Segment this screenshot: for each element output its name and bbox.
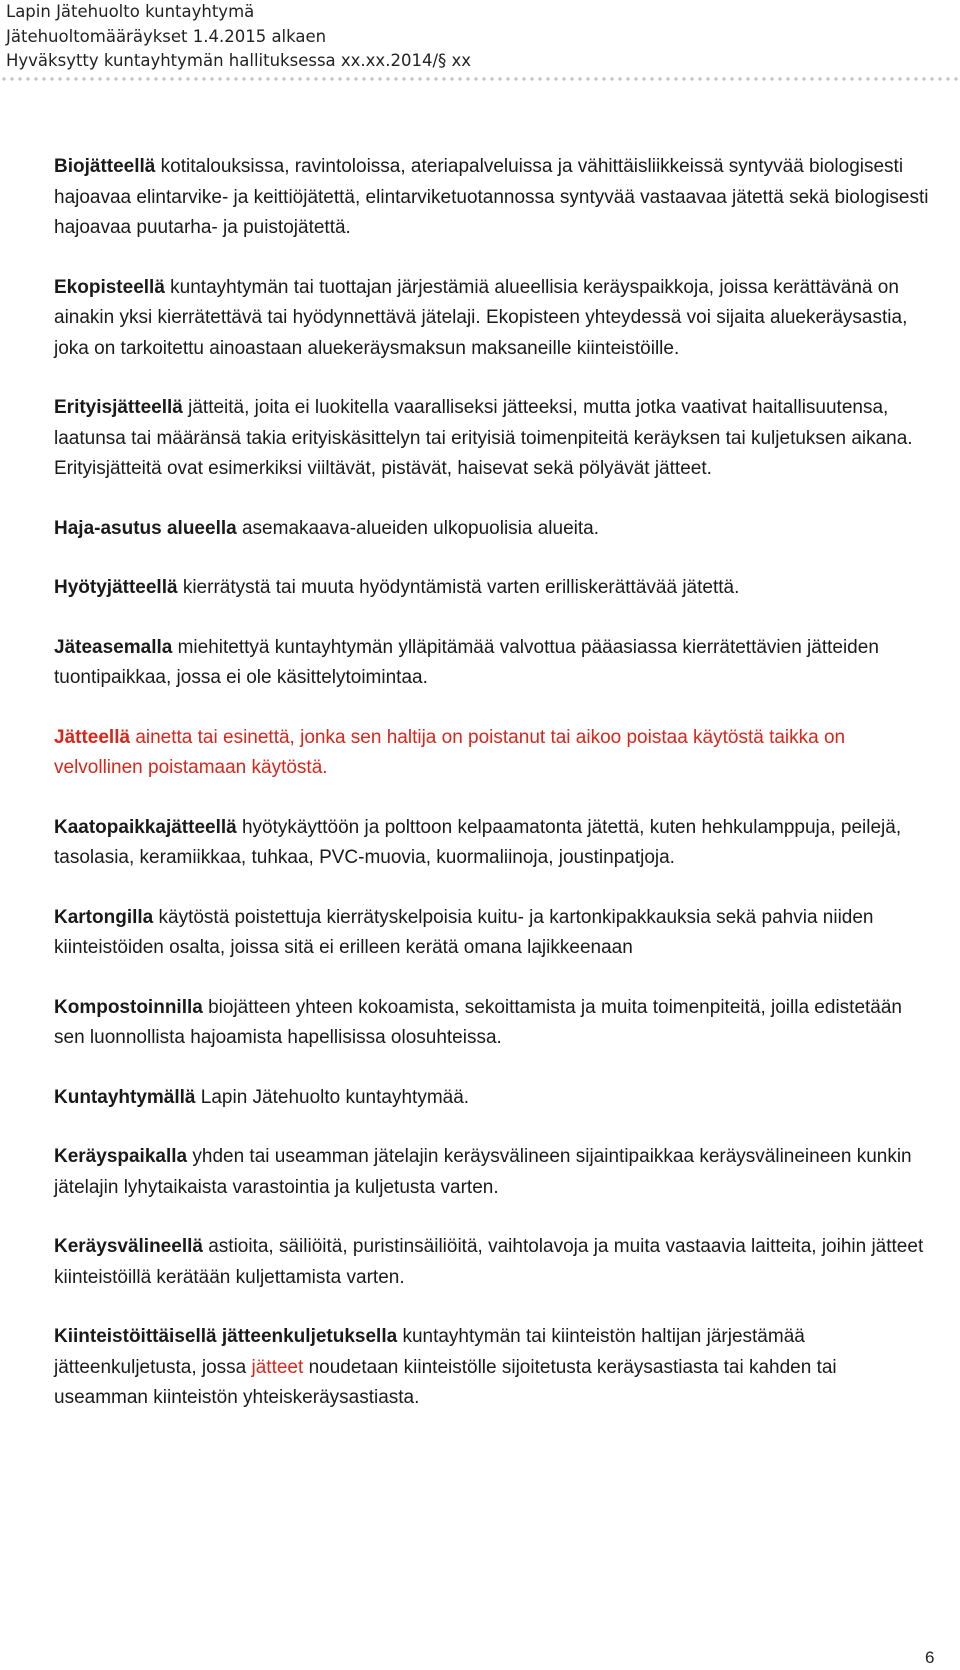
definition-hyotyjate <box>54 573 934 604</box>
definition-haja-asutus <box>54 514 934 545</box>
definition-jate <box>54 723 934 784</box>
header-approval-note: Hyväksytty kuntayhtymän hallituksessa xx.xx.2014/§ xx <box>6 51 472 70</box>
definition-text: jätteitä, joita ei luokitella vaaralliseksi jätteeksi, mutta jotka vaativat haitallisuutensa, laatunsa tai määränsä takia erityiskäsittelyn tai erityisiä toimenpiteitä keräyksen tai kuljetuksen aikana. Erityisjätteitä ovat esimerkiksi viiltävät, pistävät, haisevat sekä pölyävät jätteet. <box>54 397 913 479</box>
definition-term: Kaatopaikkajätteellä <box>54 816 237 838</box>
definition-kompostointi <box>54 993 934 1054</box>
definition-kartonki <box>54 903 934 964</box>
definition-kaatopaikkajate <box>54 813 934 874</box>
definition-highlight: jätteet <box>251 1356 304 1378</box>
definition-term: Kompostoinnilla <box>54 996 203 1018</box>
definitions-list <box>54 152 934 1443</box>
definition-kiinteistoittainen-kuljetus <box>54 1322 934 1414</box>
definition-ekopiste <box>54 273 934 365</box>
document-header <box>6 0 471 74</box>
definition-term: Jäteasemalla <box>54 636 173 658</box>
definition-text: asemakaava-alueiden ulkopuolisia alueita. <box>241 517 599 539</box>
definition-biojate <box>54 152 934 244</box>
definition-term: Kartongilla <box>54 906 154 928</box>
definition-text: miehitettyä kuntayhtymän ylläpitämää valvottua pääasiassa kierrätettävien jätteiden tuontipaikkaa, jossa ei ole käsittelytoimintaa. <box>54 636 879 688</box>
definition-term: Erityisjätteellä <box>54 397 183 418</box>
definition-term: Biojätteellä <box>54 156 156 177</box>
definition-text: käytöstä poistettuja kierrätyskelpoisia kuitu- ja kartonkipakkauksia sekä pahvia niiden kiinteistöiden osalta, joissa sitä ei erilleen kerätä omana lajikkeenaan <box>54 906 874 958</box>
header-organization: Lapin Jätehuolto kuntayhtymä <box>6 2 255 21</box>
definition-text: kuntayhtymän tai tuottajan järjestämiä alueellisia keräyspaikkoja, joissa kerättävänä on ainakin yksi kierrätettävä tai hyödynnettävä jätelaji. Ekopisteen yhteydessä voi sijaita aluekeräysastia, joka on tarkoitettu ainoastaan aluekeräysmaksun maksaneille kiinteistöille. <box>54 276 908 359</box>
definition-keruspaikka <box>54 1142 934 1203</box>
definition-kuntayhtyma <box>54 1083 934 1114</box>
definition-term: Kuntayhtymällä <box>54 1086 196 1108</box>
definition-text: astioita, säiliöitä, puristinsäiliöitä, vaihtolavoja ja muita vastaavia laitteita, joihin jätteet kiinteistöillä kerätään kuljettamista varten. <box>54 1236 924 1288</box>
definition-jateasema <box>54 633 934 694</box>
definition-text: kotitalouksissa, ravintoloissa, ateriapalveluissa ja vähittäisliikkeissä syntyvää biologisesti hajoavaa elintarvike- ja keittiöjätettä, elintarviketuotannossa syntyvää vastaavaa jätettä sekä biologisesti hajoavaa puutarha- ja puistojätettä. <box>54 156 929 238</box>
definition-text: kierrätystä tai muuta hyödyntämistä varten erilliskerättävää jätettä. <box>182 577 740 598</box>
header-document-title: Jätehuoltomääräykset 1.4.2015 alkaen <box>6 26 327 46</box>
definition-term: Keräysvälineellä <box>54 1236 203 1257</box>
definition-term: Kiinteistöittäisellä jätteenkuljetuksella <box>54 1326 398 1347</box>
definition-term: Keräyspaikalla <box>54 1146 188 1167</box>
definition-term: Ekopisteellä <box>54 276 165 298</box>
page-number: 6 <box>925 1648 935 1667</box>
definition-term: Haja-asutus alueella <box>54 517 237 539</box>
definition-text: yhden tai useamman jätelajin keräysvälineen sijaintipaikkaa keräysvälineineen kunkin jätelajin lyhytaikaista varastointia ja kuljetusta varten. <box>54 1146 912 1198</box>
definition-text: Lapin Jätehuolto kuntayhtymää. <box>200 1086 470 1108</box>
definition-erityisjate <box>54 393 934 485</box>
definition-text: hyötykäyttöön ja polttoon kelpaamatonta jätettä, kuten hehkulamppuja, peilejä, tasolasia, keramiikkaa, tuhkaa, PVC-muovia, kuormaliinoja, joustinpatjoja. <box>54 816 902 868</box>
definition-term: Hyötyjätteellä <box>54 577 178 598</box>
header-dotted-divider <box>0 76 960 82</box>
definition-term: Jätteellä <box>54 726 131 748</box>
definition-text: ainetta tai esinettä, jonka sen haltija on poistanut tai aikoo poistaa käytöstä taikka on velvollinen poistamaan käytöstä. <box>54 726 846 778</box>
definition-text: noudetaan kiinteistölle sijoitetusta keräysastiasta tai kahden tai useamman kiinteistön yhteiskeräysastiasta. <box>54 1356 837 1408</box>
definition-text: kuntayhtymän tai kiinteistön haltijan järjestämää jätteenkuljetusta, jossa <box>54 1326 805 1378</box>
definition-kerysvaline <box>54 1232 934 1293</box>
definition-text: biojätteen yhteen kokoamista, sekoittamista ja muita toimenpiteitä, joilla edistetään sen luonnollista hajoamista hapellisissa olosuhteissa. <box>54 996 902 1048</box>
